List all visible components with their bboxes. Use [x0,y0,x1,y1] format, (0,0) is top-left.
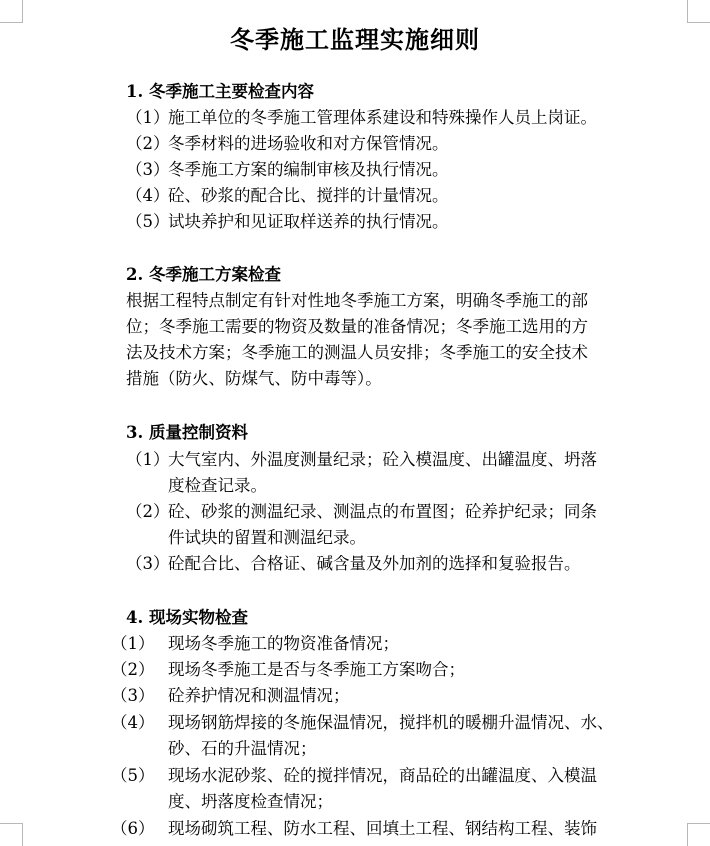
list-item-text: 现场水泥砂浆、砼的搅拌情况，商品砼的出罐温度、入模温 [168,766,597,785]
section-heading: 1. 冬季施工主要检查内容 [126,82,314,101]
list-item-text: 试块养护和见证取样送养的执行情况。 [168,212,449,231]
list-item-number: （1） [111,634,155,653]
list-item-continuation: 度、坍落度检查情况； [168,792,333,811]
list-item-text: 砼、砂浆的配合比、搅拌的计量情况。 [168,186,449,205]
list-item-continuation: 件试块的留置和测温纪录。 [168,528,366,547]
list-item-text: 砼、砂浆的测温纪录、测温点的布置图；砼养护纪录；同条 [168,502,597,521]
page-corner-mark-bottom-right [687,823,710,846]
page-corner-mark-bottom-left [0,823,23,846]
list-item-text: 冬季施工方案的编制审核及执行情况。 [168,160,449,179]
list-item-number: （6） [111,819,155,838]
list-item-continuation: 度检查记录。 [168,476,267,495]
list-item-text: 现场冬季施工的物资准备情况； [168,634,399,653]
list-item-number: （3） [111,686,155,705]
list-item-text: 大气室内、外温度测量纪录；砼入模温度、出罐温度、坍落 [168,450,597,469]
list-item-number: （3） [126,554,170,573]
list-item-number: （5） [111,766,155,785]
list-item-number: （4） [111,713,155,732]
section-heading: 3. 质量控制资料 [126,423,248,442]
list-item-number: （3） [126,160,170,179]
section-heading: 4. 现场实物检查 [126,608,248,627]
list-item-text: 冬季材料的进场验收和对方保管情况。 [168,134,449,153]
list-item-text: 砼配合比、合格证、碱含量及外加剂的选择和复验报告。 [168,554,581,573]
section-heading: 2. 冬季施工方案检查 [126,265,281,284]
list-item-number: （4） [126,186,170,205]
paragraph-line: 措施（防火、防煤气、防中毒等）。 [126,369,382,388]
paragraph-line: 法及技术方案；冬季施工的测温人员安排；冬季施工的安全技术 [126,343,588,362]
document-title: 冬季施工监理实施细则 [230,25,480,54]
list-item-number: （2） [126,134,170,153]
list-item-number: （1） [126,108,170,127]
list-item-text: 砼养护情况和测温情况； [168,686,350,705]
list-item-text: 现场冬季施工是否与冬季施工方案吻合； [168,660,465,679]
list-item-text: 现场钢筋焊接的冬施保温情况，搅拌机的暖棚升温情况、水、 [168,713,614,732]
list-item-text: 施工单位的冬季施工管理体系建设和特殊操作人员上岗证。 [168,108,597,127]
list-item-number: （5） [126,212,170,231]
paragraph-line: 根据工程特点制定有针对性地冬季施工方案，明确冬季施工的部 [126,291,588,310]
list-item-number: （2） [126,502,170,521]
list-item-number: （2） [111,660,155,679]
paragraph-line: 位；冬季施工需要的物资及数量的准备情况；冬季施工选用的方 [126,317,588,336]
list-item-number: （1） [126,450,170,469]
list-item-continuation: 砂、石的升温情况； [168,739,317,758]
list-item-text: 现场砌筑工程、防水工程、回填土工程、钢结构工程、装饰 [168,819,597,838]
